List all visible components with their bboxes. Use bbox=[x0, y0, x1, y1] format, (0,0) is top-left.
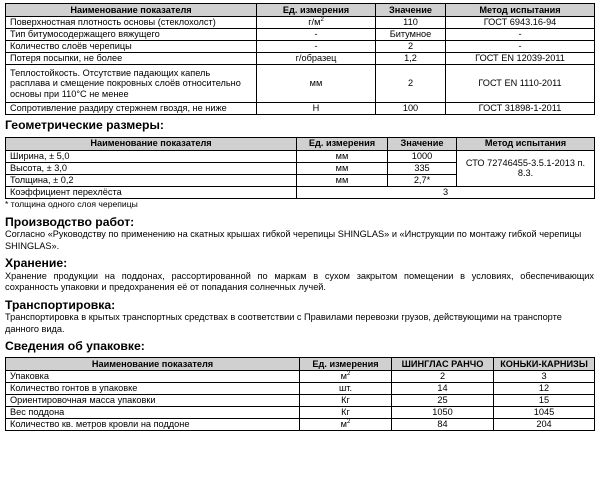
row-value: 2 bbox=[376, 41, 446, 53]
row-method: - bbox=[446, 29, 595, 41]
header-product-a: ШИНГЛАС РАНЧО bbox=[392, 358, 494, 371]
row-value-a: 25 bbox=[392, 395, 494, 407]
overlap-label: Коэффициент перехлёста bbox=[6, 186, 297, 198]
row-unit: Кг bbox=[300, 395, 392, 407]
row-unit: - bbox=[257, 41, 376, 53]
row-unit: шт. bbox=[300, 383, 392, 395]
header-unit: Ед. измерения bbox=[300, 358, 392, 371]
header-name: Наименование показателя bbox=[6, 137, 297, 150]
table-row bbox=[6, 419, 595, 431]
geometry-footnote: * толщина одного слоя черепицы bbox=[5, 198, 138, 209]
row-name: Ориентировочная масса упаковки bbox=[6, 395, 300, 407]
row-value-b: 1045 bbox=[494, 407, 595, 419]
row-value: 110 bbox=[376, 17, 446, 29]
row-value-a: 1050 bbox=[392, 407, 494, 419]
row-name: Ширина, ± 5,0 bbox=[6, 150, 297, 162]
packaging-heading: Сведения об упаковке: bbox=[5, 339, 145, 354]
geometry-table bbox=[5, 137, 595, 199]
row-method: - bbox=[446, 41, 595, 53]
row-value: Битумное bbox=[376, 29, 446, 41]
row-value: 1000 bbox=[388, 150, 457, 162]
header-unit: Ед. измерения bbox=[257, 4, 376, 17]
table-row bbox=[6, 150, 595, 162]
row-name: Тип битумосодержащего вяжущего bbox=[6, 29, 257, 41]
row-unit: $м^2$ bbox=[300, 371, 392, 383]
header-method: Метод испытания bbox=[457, 137, 595, 150]
production-text: Согласно «Руководству по применению на скатных крышах гибкой черепицы SHINGLAS» и «Инструкции по монтажу гибкой черепицы SHINGLAS». bbox=[5, 229, 582, 251]
row-value: 100 bbox=[376, 103, 446, 115]
row-unit: $г/м^2$ bbox=[257, 17, 376, 29]
unit-superscript: 2 bbox=[346, 371, 351, 378]
row-value-b: 15 bbox=[494, 395, 595, 407]
row-unit: Кг bbox=[300, 407, 392, 419]
overlap-value: 3 bbox=[297, 186, 595, 198]
geometry-heading: Геометрические размеры: bbox=[5, 118, 164, 132]
row-name: Теплостойкость. Отсутствие падающих капель расплава и смещение покровных слоёв относительно основы при 110°С не менее bbox=[6, 65, 257, 103]
row-value-a: 14 bbox=[392, 383, 494, 395]
unit-superscript: 2 bbox=[320, 17, 324, 24]
row-unit: мм bbox=[297, 174, 388, 186]
header-name: Наименование показателя bbox=[6, 358, 300, 371]
packaging-table bbox=[5, 357, 595, 431]
row-value: 2,7* bbox=[388, 174, 457, 186]
row-name: Потеря посыпки, не более bbox=[6, 53, 257, 65]
table-row bbox=[6, 17, 595, 29]
table-row bbox=[6, 186, 595, 198]
header-value: Значение bbox=[388, 137, 457, 150]
row-method: ГОСТ EN 1110-2011 bbox=[446, 65, 595, 103]
row-value-a: 2 bbox=[392, 371, 494, 383]
table-row bbox=[6, 29, 595, 41]
row-name: Поверхностная плотность основы (стеклохолст) bbox=[6, 17, 257, 29]
table-row bbox=[6, 371, 595, 383]
row-method: ГОСТ 6943.16-94 bbox=[446, 17, 595, 29]
row-unit: $м^2$ bbox=[300, 419, 392, 431]
table-row bbox=[6, 103, 595, 115]
row-unit: Н bbox=[257, 103, 376, 115]
geometry-method: СТО 72746455-3.5.1-2013 п. 8.3. bbox=[457, 150, 595, 186]
header-name: Наименование показателя bbox=[6, 4, 257, 17]
row-unit: - bbox=[257, 29, 376, 41]
row-name: Количество кв. метров кровли на поддоне bbox=[6, 419, 300, 431]
properties-table bbox=[5, 3, 595, 115]
unit-superscript: 2 bbox=[346, 419, 351, 426]
header-value: Значение bbox=[376, 4, 446, 17]
row-unit: мм bbox=[297, 150, 388, 162]
row-name: Вес поддона bbox=[6, 407, 300, 419]
row-value-b: 12 bbox=[494, 383, 595, 395]
row-unit: мм bbox=[297, 162, 388, 174]
header-unit: Ед. измерения bbox=[297, 137, 388, 150]
row-unit: мм bbox=[257, 65, 376, 103]
row-name: Количество слоёв черепицы bbox=[6, 41, 257, 53]
row-value: 1,2 bbox=[376, 53, 446, 65]
storage-text: Хранение продукции на поддонах, рассортированной по маркам в сухом закрытом помещении в условиях, обеспечивающих сохранность упаковки и предохранения её от попадания солнечных лучей. bbox=[5, 270, 594, 293]
production-heading: Производство работ: bbox=[5, 214, 135, 229]
table-row bbox=[6, 383, 595, 395]
table-row bbox=[6, 41, 595, 53]
row-name: Количество гонтов в упаковке bbox=[6, 383, 300, 395]
row-method: ГОСТ 31898-1-2011 bbox=[446, 103, 595, 115]
row-value-b: 204 bbox=[494, 419, 595, 431]
row-name: Высота, ± 3,0 bbox=[6, 162, 297, 174]
table-header-row bbox=[6, 4, 595, 17]
table-row bbox=[6, 395, 595, 407]
row-value-b: 3 bbox=[494, 371, 595, 383]
row-value: 335 bbox=[388, 162, 457, 174]
table-row bbox=[6, 53, 595, 65]
transport-heading: Транспортировка: bbox=[5, 297, 116, 312]
table-row bbox=[6, 65, 595, 103]
row-value: 2 bbox=[376, 65, 446, 103]
row-name: Упаковка bbox=[6, 371, 300, 383]
header-method: Метод испытания bbox=[446, 4, 595, 17]
row-value-a: 84 bbox=[392, 419, 494, 431]
row-unit: г/образец bbox=[257, 53, 376, 65]
header-product-b: КОНЬКИ-КАРНИЗЫ bbox=[494, 358, 595, 371]
table-header-row bbox=[6, 358, 595, 371]
product-spec-sheet bbox=[5, 3, 594, 431]
table-row bbox=[6, 407, 595, 419]
transport-text: Транспортировка в крытых транспортных средствах в соответствии с Правилами перевозки грузов, действующими на транспорте данного вида. bbox=[5, 312, 562, 334]
row-method: ГОСТ EN 12039-2011 bbox=[446, 53, 595, 65]
row-name: Сопротивление раздиру стержнем гвоздя, не ниже bbox=[6, 103, 257, 115]
storage-heading: Хранение: bbox=[5, 256, 68, 271]
row-name: Толщина, ± 0,2 bbox=[6, 174, 297, 186]
table-header-row bbox=[6, 137, 595, 150]
